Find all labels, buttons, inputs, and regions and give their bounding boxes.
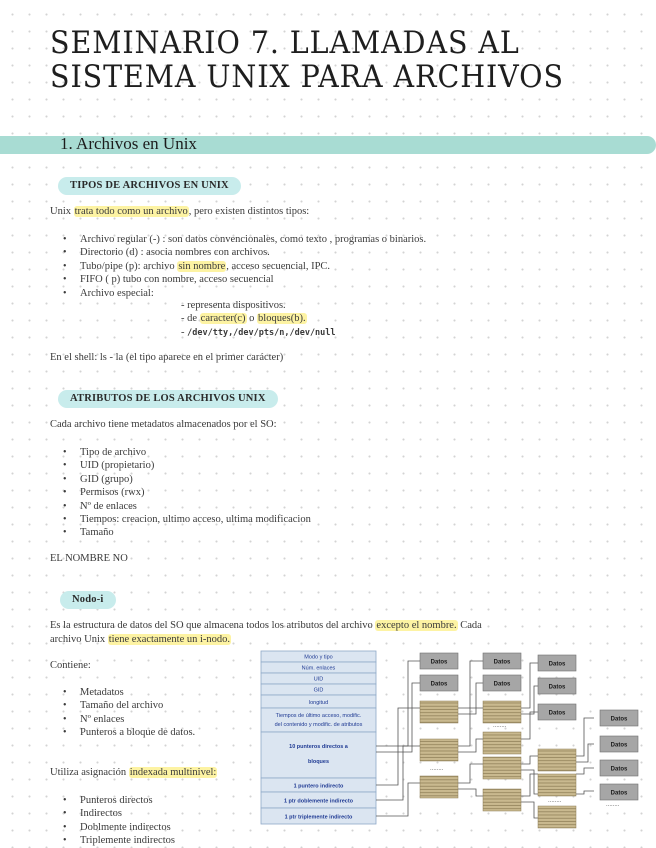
inode-row-label: UID (313, 676, 324, 683)
svg-text:........: ........ (548, 798, 562, 804)
special-2-hl1: caracter(c) (200, 313, 246, 324)
special-2-mid: o (246, 313, 258, 324)
list-item: • Nº enlaces (54, 713, 195, 726)
asignacion-list (54, 794, 175, 848)
item-text: Directorio (d) : asocia nombres con archivos. (80, 247, 270, 259)
nodo-p1-pre: Es la estructura de datos del SO que almacena todos los atributos del archivo (50, 620, 376, 631)
pointer-block (420, 739, 458, 761)
list-item: • Doblmente indirectos (54, 821, 175, 834)
asignacion-highlight: indexada multinivel: (129, 767, 217, 778)
nodo-p1-post: Cada (457, 620, 482, 631)
inode-diagram (258, 646, 648, 832)
inode-table (261, 651, 376, 824)
nodo-heading: Nodo-i (60, 591, 116, 609)
inode-times-line-1: Tiempos de último acceso, modific. (275, 713, 362, 719)
inode-row-label: longitud (308, 700, 329, 706)
nodo-line-2 (50, 633, 482, 647)
asignacion-line (50, 767, 217, 778)
nodo-paragraph (50, 619, 482, 646)
data-block-label: Datos (430, 659, 448, 666)
special-3-pre: - (181, 327, 188, 338)
svg-text:........: ........ (430, 766, 444, 772)
ellipsis-marks (430, 723, 620, 808)
nombre-note: EL NOMBRE NO (50, 553, 128, 564)
list-item: • Tamaño (54, 526, 311, 539)
title-line-1: SEMINARIO 7. LLAMADAS AL (50, 25, 520, 61)
tipos-heading: TIPOS DE ARCHIVOS EN UNIX (58, 177, 241, 195)
svg-text:........: ........ (493, 723, 507, 729)
special-3-mono: /dev/tty,/dev/pts/n,/dev/null (187, 328, 336, 338)
special-line-1: - representa dispositivos. (181, 300, 286, 311)
list-item (54, 246, 426, 259)
list-item: • Permisos (rwx) (54, 486, 311, 499)
data-block-label: Datos (430, 681, 448, 688)
pointer-block (538, 749, 576, 771)
item-text: Archivo regular (-) : son datos convencionales, como texto , programas o binarios. (80, 234, 427, 245)
asignacion-pre: Utiliza asignación (50, 767, 129, 778)
item-highlight: sin nombre (178, 260, 226, 272)
pointer-block (538, 806, 576, 828)
special-2-hl2: bloques(b). (258, 313, 306, 324)
data-block-label: Datos (493, 681, 511, 688)
special-line-2 (181, 313, 307, 324)
inode-row-label: Modo y tipo (304, 654, 333, 661)
pointer-block (420, 701, 458, 723)
list-item: • Tipo de archivo (54, 446, 311, 459)
inode-ind2-label: 1 ptr doblemente indirecto (283, 798, 354, 805)
tipos-intro (50, 206, 309, 217)
atributos-list (54, 446, 311, 540)
data-block-label: Datos (610, 716, 628, 723)
data-block-label: Datos (493, 659, 511, 666)
list-item: • GID (grupo) (54, 473, 311, 486)
page-title (50, 26, 584, 94)
list-item: • Triplemente indirectos (54, 834, 175, 847)
nodo-p1-highlight: excepto el nombre. (376, 620, 457, 631)
atributos-intro: Cada archivo tiene metadatos almacenados por el SO: (50, 419, 277, 430)
list-item (54, 287, 426, 300)
section-title: 1. Archivos en Unix (60, 134, 197, 153)
inode-ind3-label: 1 ptr triplemente indirecto (284, 814, 353, 821)
data-block-label: Datos (548, 684, 566, 691)
inode-row-times (261, 708, 376, 732)
pointer-block (483, 757, 521, 779)
nodo-line-1 (50, 619, 482, 633)
data-block-label: Datos (610, 790, 628, 797)
contiene-list (54, 686, 195, 740)
inode-row-label: Núm. enlaces (301, 665, 336, 672)
data-block-label: Datos (610, 742, 628, 749)
list-item: • Tiempos: creacion, ultimo acceso, ultima modificacion (54, 513, 311, 526)
tipos-intro-pre: Unix (50, 206, 74, 217)
tipos-intro-highlight: trata todo como un archivo (74, 206, 188, 217)
inode-row-direct (261, 732, 376, 778)
data-block-label: Datos (610, 766, 628, 773)
tipos-list (54, 233, 426, 300)
item-text-post: , acceso secuencial, IPC. (226, 260, 331, 272)
list-item: • Metadatos (54, 686, 195, 699)
list-item: • Punteros directos (54, 794, 175, 807)
special-line-3 (181, 327, 336, 338)
list-item (54, 273, 426, 286)
title-line-2: SISTEMA UNIX PARA ARCHIVOS (50, 59, 564, 95)
inode-times-line-2: del contenido y modific. de atributos (274, 722, 363, 728)
special-2-pre: - de (181, 313, 200, 324)
pointer-block (483, 789, 521, 811)
pointer-block (538, 774, 576, 796)
list-item: • Indirectos (54, 807, 175, 820)
item-text: Archivo especial: (80, 287, 154, 299)
list-item: • Tamaño del archivo (54, 699, 195, 712)
item-text: Tubo/pipe (p): archivo (80, 260, 178, 272)
item-text: FIFO ( p) tubo con nombre, acceso secuencial (80, 274, 274, 286)
list-item: • Nº de enlaces (54, 500, 311, 513)
inode-direct-line-2: bloques (307, 759, 330, 765)
contiene-label: Contiene: (50, 660, 91, 671)
svg-text:........: ........ (606, 802, 620, 808)
tipos-intro-post: , pero existen distintos tipos: (188, 206, 310, 217)
pointer-block (420, 776, 458, 798)
inode-direct-line-1: 10 punteros directos a (289, 744, 348, 750)
list-item (54, 260, 426, 273)
list-item: • Punteros a bloque de datos. (54, 726, 195, 739)
inode-ind1-label: 1 puntero indirecto (293, 783, 344, 790)
atributos-heading: ATRIBUTOS DE LOS ARCHIVOS UNIX (58, 390, 278, 408)
nodo-p2-pre: archivo Unix (50, 633, 108, 645)
inode-row-label: GID (313, 687, 324, 694)
pointer-block (483, 701, 521, 723)
list-item (54, 233, 426, 246)
data-block-label: Datos (548, 710, 566, 717)
shell-note: En el shell: ls - la (el tipo aparece en el primer carácter) (50, 352, 284, 363)
pointer-block (483, 732, 521, 754)
nodo-p2-highlight: tiene exactamente un i-nodo. (108, 633, 231, 645)
list-item: • UID (propietario) (54, 459, 311, 472)
data-block-label: Datos (548, 661, 566, 668)
